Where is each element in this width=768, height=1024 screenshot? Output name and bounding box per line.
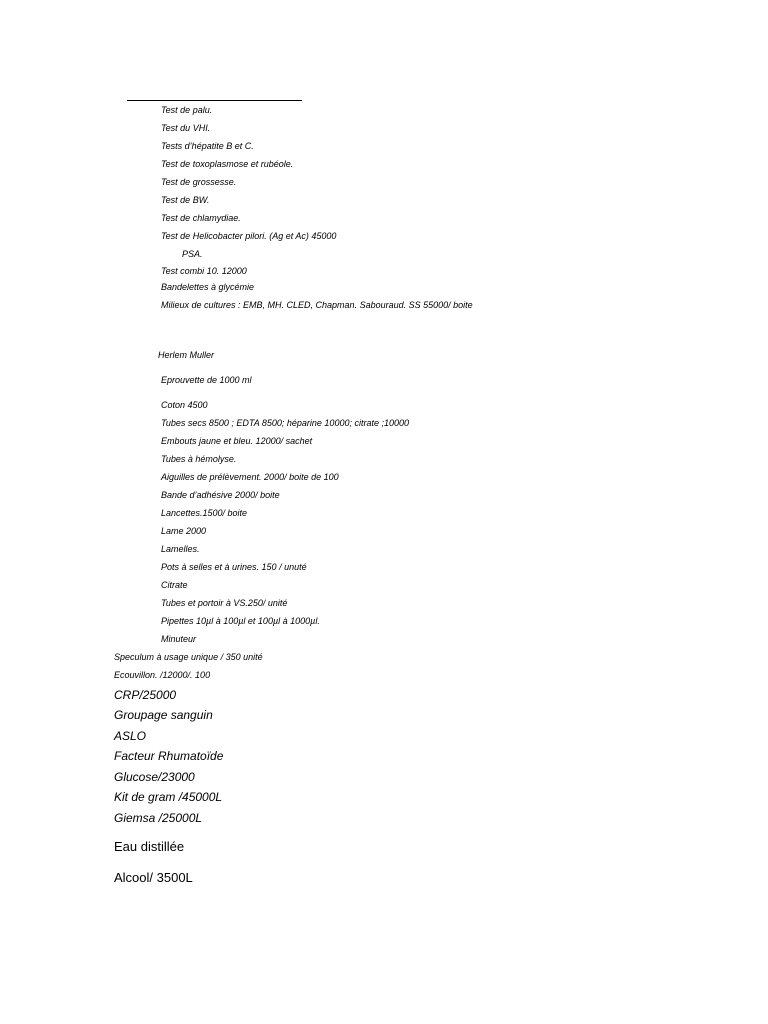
- list-item: Speculum à usage unique / 350 unité: [114, 652, 263, 662]
- list-item: Embouts jaune et bleu. 12000/ sachet: [161, 436, 313, 446]
- list-item: Test de chlamydiae.: [161, 213, 241, 223]
- list-item: Aiguilles de prélèvement. 2000/ boite de 100: [161, 472, 339, 482]
- list-item: Test combi 10. 12000: [161, 266, 247, 276]
- top-rule: [127, 100, 302, 101]
- list-item: Test de palu.: [161, 105, 213, 115]
- list-item: Tubes et portoir à VS.250/ unité: [161, 598, 288, 608]
- list-item: Eprouvette de 1000 ml: [161, 375, 252, 385]
- list-item: Tubes à hémolyse.: [161, 454, 237, 464]
- list-item: Ecouvillon. /12000/. 100: [114, 670, 211, 680]
- list-item: Minuteur: [161, 634, 197, 644]
- list-item: Groupage sanguin: [114, 708, 213, 722]
- list-item: Tests d’hépatite B et C.: [161, 141, 254, 151]
- list-item: Coton 4500: [161, 400, 208, 410]
- list-item: Facteur Rhumatoïde: [114, 749, 224, 763]
- list-item: Herlem Muller: [158, 350, 215, 360]
- list-item: Lancettes.1500/ boite: [161, 508, 248, 518]
- list-item: Bande d’adhésive 2000/ boite: [161, 490, 280, 500]
- list-item: Test de BW.: [161, 195, 210, 205]
- list-item: Lame 2000: [161, 526, 207, 536]
- list-item: Tubes secs 8500 ; EDTA 8500; héparine 10000; citrate ;10000: [161, 418, 409, 428]
- list-item: CRP/25000: [114, 688, 177, 702]
- list-item: Giemsa /25000L: [114, 811, 203, 825]
- list-item: Test de toxoplasmose et rubéole.: [161, 159, 294, 169]
- list-item: Test de Helicobacter pilori. (Ag et Ac) 45000: [161, 231, 337, 241]
- list-item: Kit de gram /45000L: [114, 790, 223, 804]
- list-item: Test du VHI.: [161, 123, 211, 133]
- list-item: Pipettes 10µl à 100µl et 100µl à 1000µl.: [161, 616, 320, 626]
- list-item: Eau distillée: [114, 839, 185, 854]
- list-item: Lamelles.: [161, 544, 200, 554]
- list-item: PSA.: [182, 249, 203, 259]
- list-item: Pots à selles et à urines. 150 / unuté: [161, 562, 307, 572]
- list-item: Citrate: [161, 580, 188, 590]
- list-item: Bandelettes à glycémie: [161, 282, 255, 292]
- list-item: Glucose/23000: [114, 770, 195, 784]
- list-item: ASLO: [114, 729, 147, 743]
- list-item: Alcool/ 3500L: [114, 870, 193, 885]
- list-item: Test de grossesse.: [161, 177, 237, 187]
- list-item: Milieux de cultures : EMB, MH. CLED, Chapman. Sabouraud. SS 55000/ boite: [161, 300, 473, 310]
